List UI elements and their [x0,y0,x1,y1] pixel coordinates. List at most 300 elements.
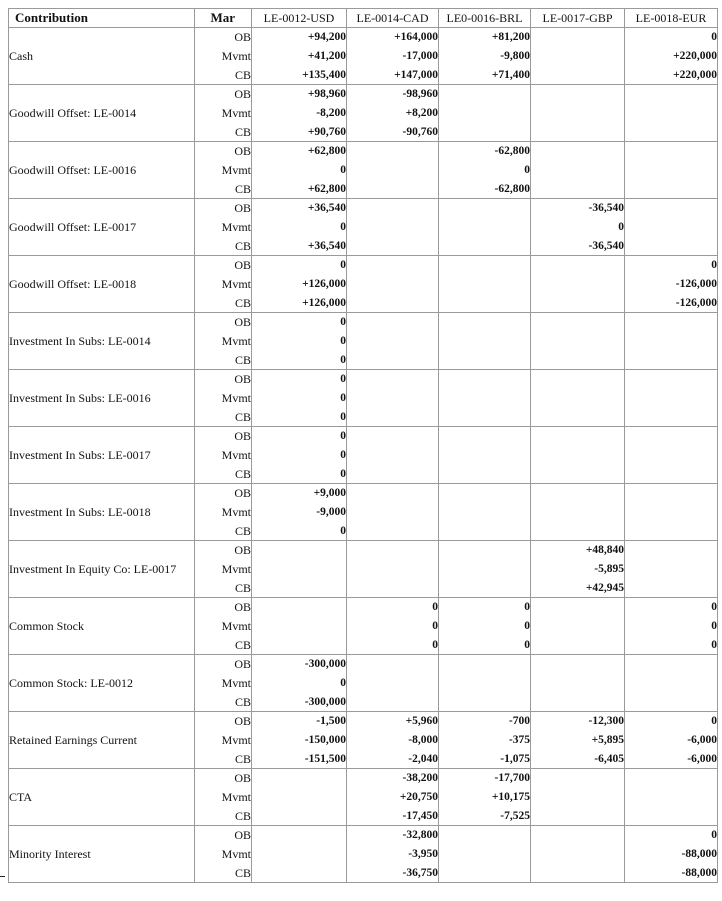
amount-cell [531,389,625,408]
amount-cell [625,237,718,256]
amount-cell: +10,175 [439,788,531,807]
amount-cell [625,655,718,674]
table-row [9,598,718,617]
amount-cell: +8,200 [347,104,439,123]
amount-cell: -8,200 [252,104,347,123]
margin-tick [0,876,5,877]
amount-cell [625,85,718,104]
amount-cell: -1,500 [252,712,347,731]
balance-type: Mvmt [195,47,252,66]
amount-cell [252,541,347,560]
balance-type: Mvmt [195,446,252,465]
column-header: LE-0012-USD [252,9,347,28]
amount-cell: -17,000 [347,47,439,66]
account-label: Investment In Subs: LE-0014 [9,313,195,370]
amount-cell: +36,540 [252,237,347,256]
amount-cell [347,560,439,579]
amount-cell: -36,750 [347,864,439,883]
table-body [9,28,718,883]
amount-cell: +62,800 [252,180,347,199]
amount-cell [625,446,718,465]
amount-cell [347,655,439,674]
balance-type: OB [195,484,252,503]
amount-cell [625,104,718,123]
amount-cell [625,465,718,484]
amount-cell [531,826,625,845]
balance-type: OB [195,541,252,560]
amount-cell: 0 [252,674,347,693]
balance-type: CB [195,465,252,484]
amount-cell [439,256,531,275]
balance-type: OB [195,313,252,332]
table-row [9,313,718,332]
table-row [9,28,718,47]
amount-cell: -150,000 [252,731,347,750]
balance-type: Mvmt [195,788,252,807]
amount-cell: +220,000 [625,66,718,85]
amount-cell [347,256,439,275]
amount-cell: +5,895 [531,731,625,750]
amount-cell: 0 [625,712,718,731]
amount-cell [625,389,718,408]
amount-cell [347,218,439,237]
amount-cell [625,351,718,370]
balance-type: CB [195,123,252,142]
amount-cell [439,845,531,864]
amount-cell: 0 [439,598,531,617]
amount-cell: -126,000 [625,275,718,294]
amount-cell: 0 [252,446,347,465]
balance-type: OB [195,712,252,731]
balance-type: Mvmt [195,332,252,351]
amount-cell [625,541,718,560]
amount-cell [531,123,625,142]
amount-cell [531,294,625,313]
balance-type: CB [195,66,252,85]
balance-type: OB [195,826,252,845]
amount-cell [347,446,439,465]
amount-cell [439,237,531,256]
amount-cell: -62,800 [439,180,531,199]
table-row [9,256,718,275]
amount-cell: 0 [625,826,718,845]
amount-cell [531,47,625,66]
amount-cell: -1,075 [439,750,531,769]
amount-cell [252,769,347,788]
balance-type: OB [195,427,252,446]
amount-cell: +98,960 [252,85,347,104]
account-label: Cash [9,28,195,85]
amount-cell: 0 [625,28,718,47]
amount-cell [625,218,718,237]
amount-cell: -12,300 [531,712,625,731]
amount-cell [347,522,439,541]
amount-cell [252,636,347,655]
amount-cell [439,85,531,104]
account-label: Common Stock: LE-0012 [9,655,195,712]
amount-cell: -6,405 [531,750,625,769]
balance-type: OB [195,256,252,275]
amount-cell [252,598,347,617]
balance-type: CB [195,522,252,541]
amount-cell [531,465,625,484]
amount-cell [531,161,625,180]
amount-cell [625,522,718,541]
balance-type: Mvmt [195,617,252,636]
account-label: Investment In Subs: LE-0018 [9,484,195,541]
column-header: LE-0014-CAD [347,9,439,28]
amount-cell [347,351,439,370]
amount-cell [625,370,718,389]
amount-cell: 0 [252,351,347,370]
amount-cell: 0 [347,598,439,617]
account-label: Investment In Subs: LE-0017 [9,427,195,484]
amount-cell: 0 [252,427,347,446]
amount-cell: +9,000 [252,484,347,503]
amount-cell [347,427,439,446]
amount-cell [531,446,625,465]
account-label: Goodwill Offset: LE-0014 [9,85,195,142]
balance-type: OB [195,655,252,674]
amount-cell: -300,000 [252,693,347,712]
table-row [9,769,718,788]
amount-cell [625,484,718,503]
amount-cell: 0 [347,617,439,636]
amount-cell [252,579,347,598]
amount-cell [439,351,531,370]
amount-cell: +90,760 [252,123,347,142]
balance-type: CB [195,750,252,769]
amount-cell: +5,960 [347,712,439,731]
balance-type: CB [195,864,252,883]
amount-cell [531,693,625,712]
amount-cell [347,579,439,598]
header-row [9,9,718,28]
balance-type: OB [195,28,252,47]
amount-cell: -36,540 [531,199,625,218]
amount-cell [439,560,531,579]
amount-cell [439,579,531,598]
amount-cell [531,598,625,617]
amount-cell [531,522,625,541]
amount-cell [531,180,625,199]
amount-cell [625,161,718,180]
account-label: Goodwill Offset: LE-0018 [9,256,195,313]
amount-cell [531,332,625,351]
balance-type: CB [195,351,252,370]
amount-cell: -9,800 [439,47,531,66]
balance-type: OB [195,370,252,389]
amount-cell [439,693,531,712]
amount-cell: 0 [439,636,531,655]
amount-cell: 0 [252,370,347,389]
amount-cell [347,408,439,427]
amount-cell: +48,840 [531,541,625,560]
amount-cell [439,522,531,541]
balance-type: CB [195,807,252,826]
table-row [9,199,718,218]
amount-cell [439,826,531,845]
amount-cell [625,503,718,522]
amount-cell [625,427,718,446]
amount-cell [439,541,531,560]
account-label: Goodwill Offset: LE-0016 [9,142,195,199]
amount-cell [531,503,625,522]
balance-type: Mvmt [195,560,252,579]
amount-cell [531,313,625,332]
amount-cell [439,294,531,313]
balance-type: Mvmt [195,503,252,522]
amount-cell [439,332,531,351]
amount-cell: -3,950 [347,845,439,864]
balance-type: Mvmt [195,845,252,864]
table-row [9,826,718,845]
balance-type: CB [195,237,252,256]
amount-cell: +71,400 [439,66,531,85]
amount-cell: +164,000 [347,28,439,47]
amount-cell: 0 [252,522,347,541]
amount-cell [439,674,531,693]
table-row [9,85,718,104]
balance-type: CB [195,636,252,655]
amount-cell [531,788,625,807]
amount-cell: 0 [252,465,347,484]
amount-cell: +36,540 [252,199,347,218]
balance-type: OB [195,769,252,788]
balance-type: Mvmt [195,104,252,123]
account-label: Investment In Subs: LE-0016 [9,370,195,427]
amount-cell [625,769,718,788]
amount-cell [347,275,439,294]
balance-type: Mvmt [195,731,252,750]
amount-cell: 0 [531,218,625,237]
amount-cell [531,674,625,693]
amount-cell: +220,000 [625,47,718,66]
amount-cell [625,199,718,218]
amount-cell [347,332,439,351]
amount-cell: +81,200 [439,28,531,47]
amount-cell [252,864,347,883]
column-header: LE0-0016-BRL [439,9,531,28]
amount-cell [531,427,625,446]
amount-cell [531,370,625,389]
amount-cell: -8,000 [347,731,439,750]
balance-type: CB [195,408,252,427]
balance-type: CB [195,579,252,598]
amount-cell [439,104,531,123]
amount-cell [531,28,625,47]
amount-cell [531,351,625,370]
amount-cell [252,560,347,579]
amount-cell: 0 [347,636,439,655]
amount-cell [625,579,718,598]
amount-cell: +20,750 [347,788,439,807]
amount-cell [625,693,718,712]
balance-type: OB [195,142,252,161]
amount-cell: 0 [252,408,347,427]
amount-cell [439,370,531,389]
amount-cell [347,503,439,522]
amount-cell: 0 [439,161,531,180]
amount-cell [531,769,625,788]
amount-cell [439,484,531,503]
table-row [9,484,718,503]
amount-cell: +126,000 [252,294,347,313]
amount-cell [625,807,718,826]
balance-type: OB [195,85,252,104]
amount-cell [439,218,531,237]
amount-cell: 0 [252,256,347,275]
amount-cell [531,864,625,883]
amount-cell [347,237,439,256]
amount-cell [625,788,718,807]
amount-cell [625,313,718,332]
balance-type: Mvmt [195,674,252,693]
amount-cell [439,864,531,883]
amount-cell [531,104,625,123]
amount-cell: -5,895 [531,560,625,579]
amount-cell: -88,000 [625,864,718,883]
amount-cell [252,788,347,807]
amount-cell [531,655,625,674]
amount-cell: +42,945 [531,579,625,598]
amount-cell: -151,500 [252,750,347,769]
amount-cell [439,655,531,674]
amount-cell [625,142,718,161]
amount-cell: 0 [252,389,347,408]
amount-cell [625,408,718,427]
amount-cell [531,845,625,864]
amount-cell [625,332,718,351]
amount-cell [439,446,531,465]
account-label: Investment In Equity Co: LE-0017 [9,541,195,598]
balance-type: Mvmt [195,275,252,294]
amount-cell: 0 [252,218,347,237]
amount-cell [625,674,718,693]
amount-cell: 0 [625,598,718,617]
table-row [9,142,718,161]
amount-cell [252,807,347,826]
amount-cell [439,313,531,332]
balance-type: CB [195,294,252,313]
amount-cell: 0 [252,313,347,332]
contribution-table [8,8,718,883]
amount-cell [531,256,625,275]
column-header: LE-0017-GBP [531,9,625,28]
amount-cell: 0 [439,617,531,636]
amount-cell [347,389,439,408]
balance-type: Mvmt [195,161,252,180]
amount-cell: -32,800 [347,826,439,845]
amount-cell: -300,000 [252,655,347,674]
amount-cell: -7,525 [439,807,531,826]
table-row [9,712,718,731]
table-row [9,427,718,446]
amount-cell: -36,540 [531,237,625,256]
amount-cell [439,275,531,294]
amount-cell: -17,450 [347,807,439,826]
amount-cell [347,541,439,560]
account-label: Goodwill Offset: LE-0017 [9,199,195,256]
amount-cell [347,161,439,180]
period-header: Mar [195,9,252,28]
amount-cell: -6,000 [625,731,718,750]
amount-cell [531,484,625,503]
amount-cell: +126,000 [252,275,347,294]
amount-cell: +41,200 [252,47,347,66]
amount-cell [625,180,718,199]
amount-cell [531,275,625,294]
amount-cell [531,85,625,104]
amount-cell: -98,960 [347,85,439,104]
amount-cell: -126,000 [625,294,718,313]
amount-cell: -38,200 [347,769,439,788]
amount-cell [347,199,439,218]
amount-cell: 0 [252,332,347,351]
amount-cell [531,66,625,85]
amount-cell [625,560,718,579]
balance-type: Mvmt [195,389,252,408]
amount-cell [252,826,347,845]
amount-cell: -2,040 [347,750,439,769]
amount-cell: -62,800 [439,142,531,161]
amount-cell [439,199,531,218]
amount-cell: -6,000 [625,750,718,769]
amount-cell [625,123,718,142]
amount-cell [531,408,625,427]
amount-cell: +147,000 [347,66,439,85]
table-row [9,541,718,560]
amount-cell [252,845,347,864]
account-label: Common Stock [9,598,195,655]
amount-cell [439,465,531,484]
amount-cell [347,294,439,313]
amount-cell: 0 [252,161,347,180]
balance-type: OB [195,598,252,617]
amount-cell [439,427,531,446]
contribution-header: Contribution [9,9,195,28]
amount-cell [439,389,531,408]
amount-cell: 0 [625,617,718,636]
amount-cell [347,370,439,389]
amount-cell [439,123,531,142]
balance-type: OB [195,199,252,218]
amount-cell: -375 [439,731,531,750]
account-label: CTA [9,769,195,826]
table-row [9,655,718,674]
amount-cell: +135,400 [252,66,347,85]
amount-cell: -90,760 [347,123,439,142]
amount-cell: -700 [439,712,531,731]
amount-cell [531,617,625,636]
amount-cell [531,807,625,826]
amount-cell: -9,000 [252,503,347,522]
amount-cell: -88,000 [625,845,718,864]
amount-cell [347,693,439,712]
amount-cell: -17,700 [439,769,531,788]
amount-cell: 0 [625,636,718,655]
account-label: Minority Interest [9,826,195,883]
amount-cell [347,313,439,332]
amount-cell [531,636,625,655]
amount-cell: 0 [625,256,718,275]
amount-cell [531,142,625,161]
amount-cell [439,408,531,427]
amount-cell [439,503,531,522]
column-header: LE-0018-EUR [625,9,718,28]
balance-type: Mvmt [195,218,252,237]
balance-type: CB [195,693,252,712]
